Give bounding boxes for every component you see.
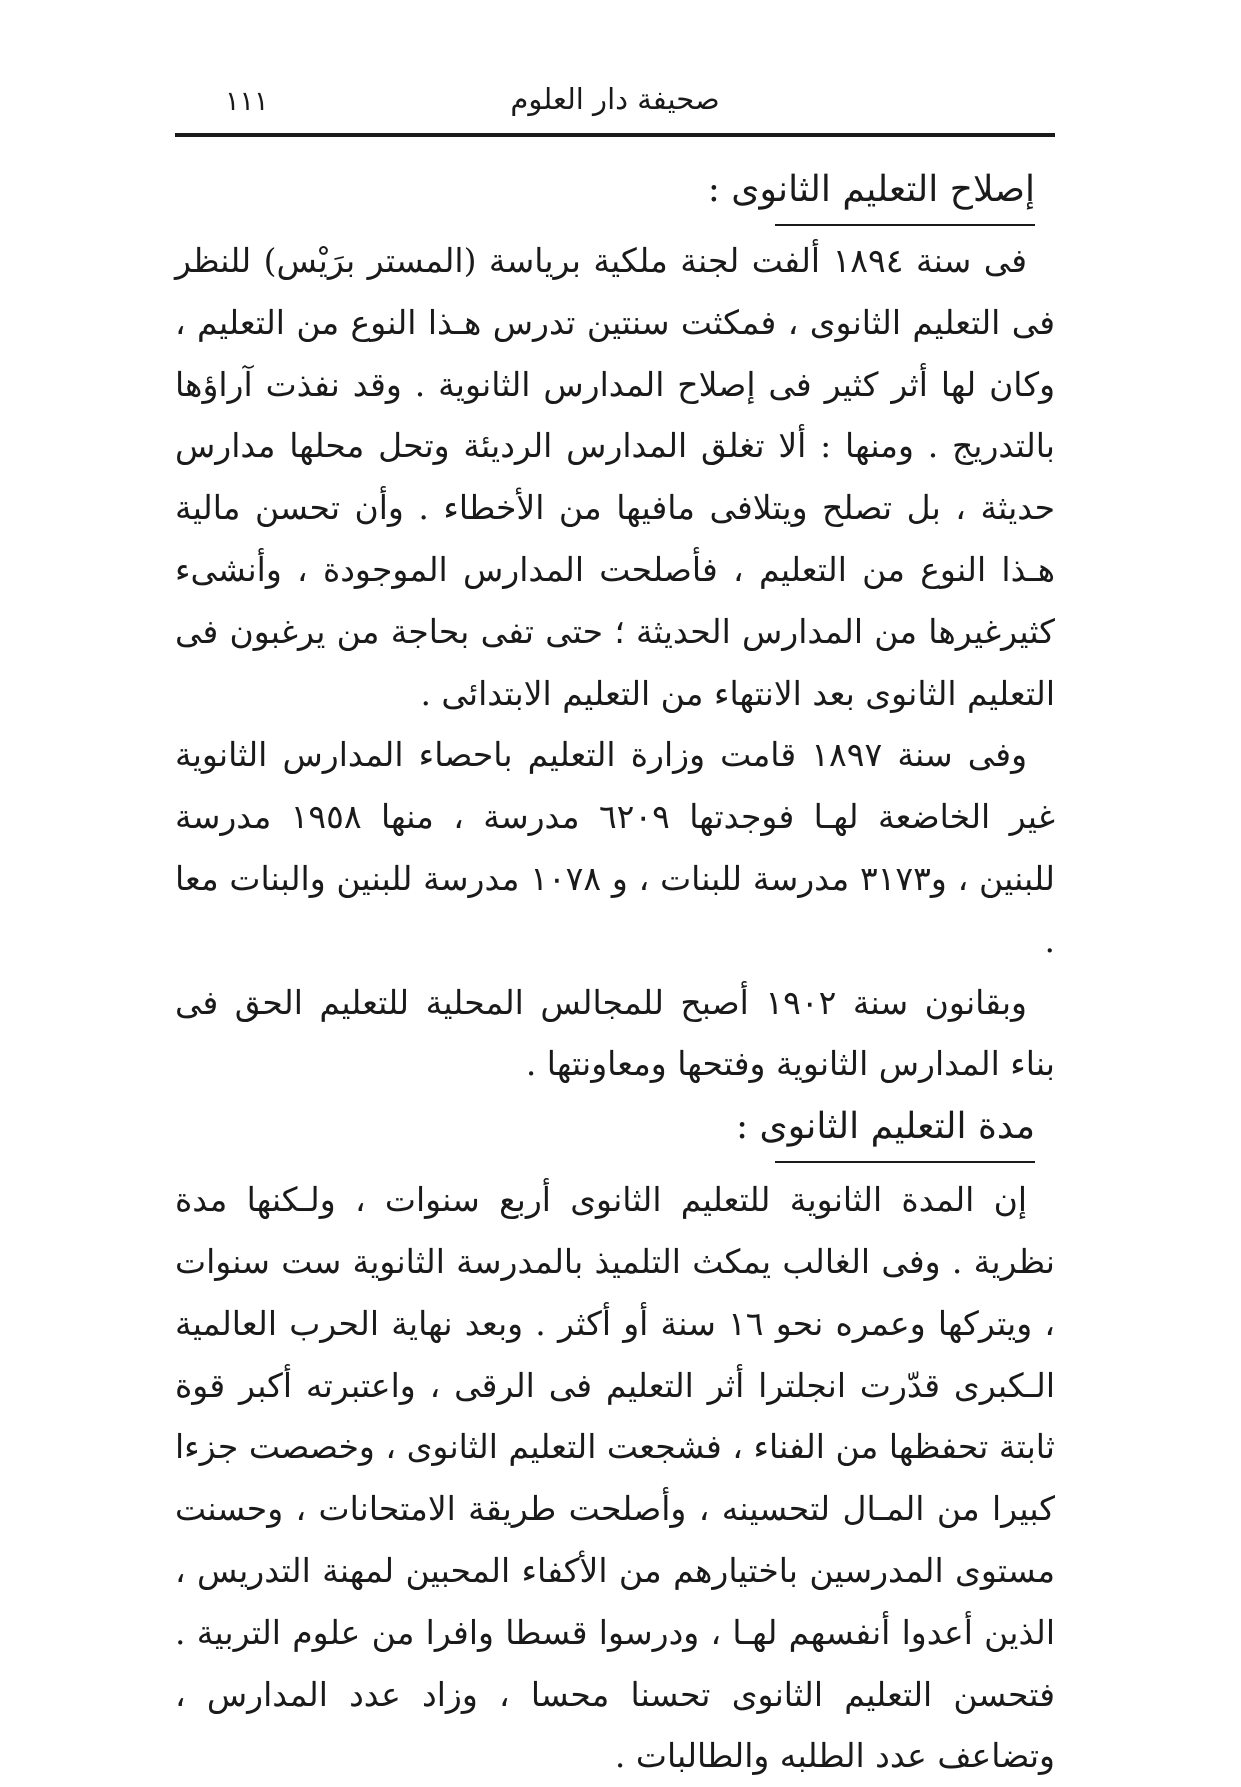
paragraph: فى سنة ١٨٩٤ ألفت لجنة ملكية برياسة (المستر برَيْس) للنظر فى التعليم الثانوى ، فمكثت سنتين تدرس هـذا النوع من التعليم ، وكان لها أثر كثير فى إصلاح المدارس الثانوية . وقد نفذت آراؤها بالتدريج . ومنها : ألا تغلق المدارس الرديئة وتحل محلها مدارس حديثة ، بل تصلح ويتلافى مافيها من الأخطاء . وأن تحسن مالية هـذا النوع من التعليم ، فأصلحت المدارس الموجودة ، وأنشىء كثيرغيرها من المدارس الحديثة ؛ حتى تفى بحاجة من يرغبون فى التعليم الثانوى بعد الانتهاء من التعليم الابتدائى . [175, 241, 1055, 713]
journal-title: صحيفة دار العلوم [510, 82, 720, 116]
paragraph: وفى سنة ١٨٩٧ قامت وزارة التعليم باحصاء المدارس الثانوية غير الخاضعة لهـا فوجدتها ٦٢٠٩ مدرسة ، منها ١٩٥٨ مدرسة للبنين ، و٣١٧٣ مدرسة للبنات ، و ١٠٧٨ مدرسة للبنين والبنات معا . [175, 735, 1055, 960]
section-secondary-education-duration [175, 1097, 1055, 1787]
section-heading: إصلاح التعليم الثانوى : [775, 160, 1035, 226]
page-number: ١١١ [225, 86, 269, 117]
section-secondary-education-reform [175, 160, 1055, 1095]
section-heading: مدة التعليم الثانوى : [775, 1097, 1035, 1163]
header-rule [175, 133, 1055, 137]
paragraph: إن المدة الثانوية للتعليم الثانوى أربع سنوات ، ولـكنها مدة نظرية . وفى الغالب يمكث التلميذ بالمدرسة الثانوية ست سنوات ، ويتركها وعمره نحو ١٦ سنة أو أكثر . وبعد نهاية الحرب العالمية الـكبرى قدّرت انجلترا أثر التعليم فى الرقى ، واعتبرته أكبر قوة ثابتة تحفظها من الفناء ، فشجعت التعليم الثانوى ، وخصصت جزءا كبيرا من المـال لتحسينه ، وأصلحت طريقة الامتحانات ، وحسنت مستوى المدرسين باختيارهم من الأكفاء المحبين لمهنة التدريس ، الذين أعدوا أنفسهم لهـا ، ودرسوا قسطا وافرا من علوم التربية . فتحسن التعليم الثانوى تحسنا محسا ، وزاد عدد المدارس ، وتضاعف عدد الطلبه والطالبات . [175, 1180, 1056, 1776]
paragraph: وبقانون سنة ١٩٠٢ أصبح للمجالس المحلية للتعليم الحق فى بناء المدارس الثانوية وفتحها ومعاونتها . [175, 982, 1055, 1084]
page-body [175, 160, 1055, 1787]
running-head [175, 82, 1055, 132]
